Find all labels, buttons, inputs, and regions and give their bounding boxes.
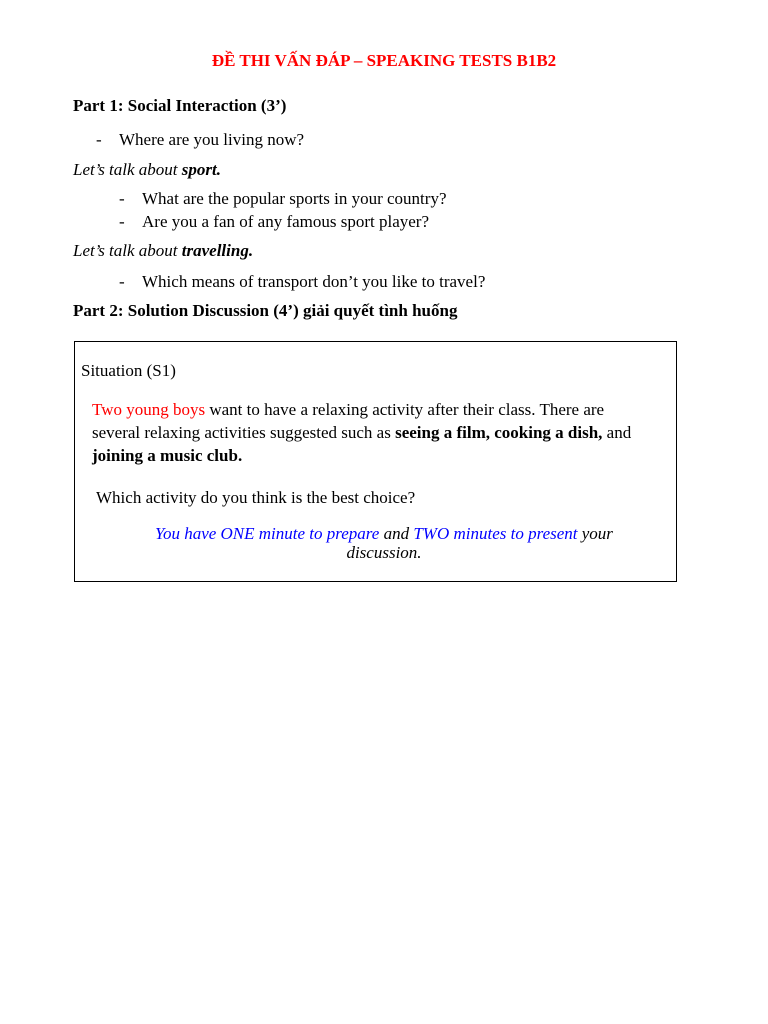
topic-travelling-name: travelling.	[181, 241, 254, 260]
highlight-two-young-boys: Two young boys	[92, 400, 206, 419]
topic-prefix: Let’s talk about	[73, 160, 182, 179]
instruction-prepare: You have ONE minute to prepare	[155, 524, 380, 543]
topic-prefix: Let’s talk about	[73, 241, 182, 260]
instruction-your: your	[577, 524, 613, 543]
instruction-present: TWO minutes to present	[413, 524, 578, 543]
topic-sport-name: sport.	[181, 160, 221, 179]
question-where-living: Where are you living now?	[119, 130, 305, 149]
page-title: ĐỀ THI VẤN ĐÁP – SPEAKING TESTS B1B2	[211, 51, 557, 70]
question-transport: Which means of transport don’t you like to travel?	[142, 272, 486, 291]
topic-travelling-line	[73, 241, 253, 261]
part2-heading: Part 2: Solution Discussion (4’) giải quyết tình huống	[73, 301, 458, 320]
bullet-dash: -	[96, 130, 102, 149]
situation-label: Situation (S1)	[81, 361, 176, 380]
topic-sport-line	[73, 160, 221, 180]
instruction-line-1	[75, 524, 693, 544]
situation-text: and	[602, 423, 632, 442]
activity-music-club: joining a music club.	[92, 446, 243, 465]
situation-question: Which activity do you think is the best choice?	[96, 488, 416, 507]
situation-text: several relaxing activities suggested such as	[92, 423, 396, 442]
question-popular-sports: What are the popular sports in your country?	[142, 189, 447, 208]
situation-box	[74, 341, 677, 582]
bullet-dash: -	[119, 272, 125, 291]
situation-line-1	[92, 400, 604, 420]
instruction-line-2: discussion.	[346, 543, 422, 562]
bullet-dash: -	[119, 189, 125, 208]
instruction-and: and	[379, 524, 414, 543]
situation-text: want to have a relaxing activity after their class. There are	[205, 400, 605, 419]
activities-bold: seeing a film, cooking a dish,	[395, 423, 603, 442]
part1-heading: Part 1: Social Interaction (3’)	[73, 96, 287, 115]
question-famous-player: Are you a fan of any famous sport player?	[142, 212, 430, 231]
situation-line-2	[92, 423, 631, 443]
bullet-dash: -	[119, 212, 125, 231]
